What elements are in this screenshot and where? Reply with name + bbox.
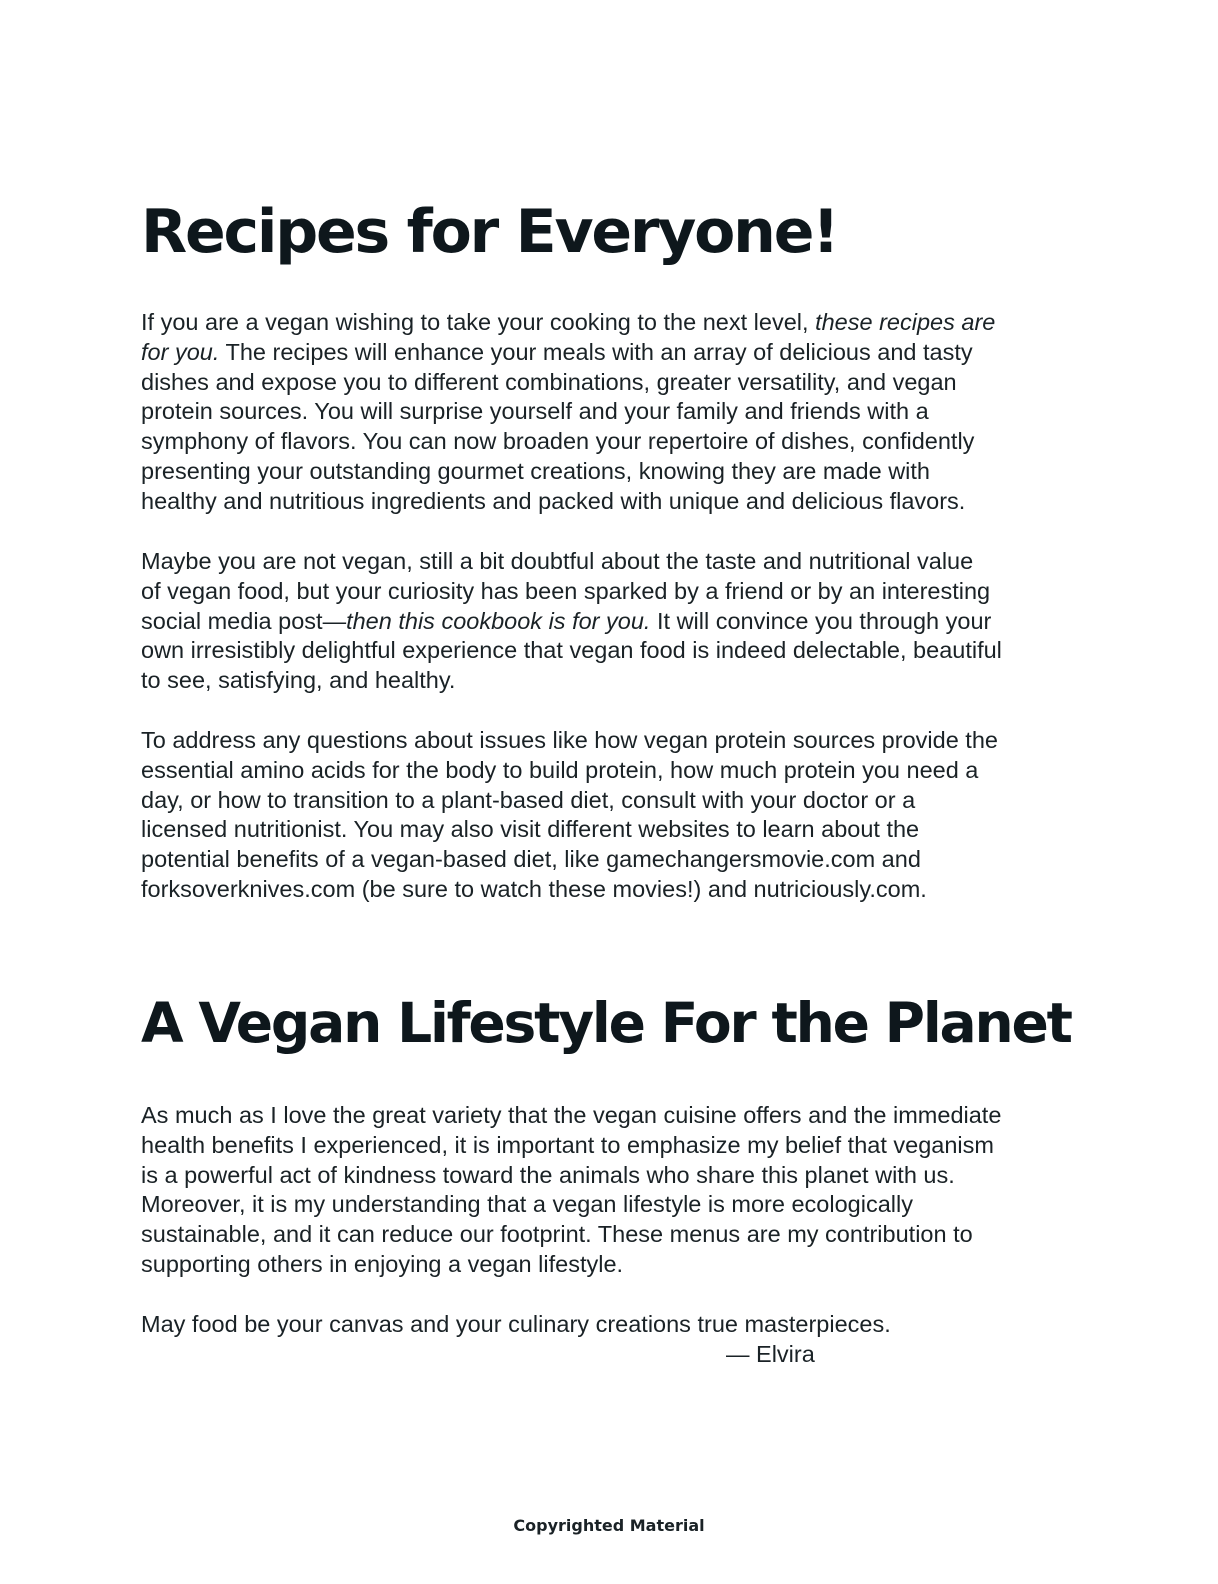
- footer-copyright: Copyrighted Material: [513, 1516, 705, 1535]
- paragraph-line: day, or how to transition to a plant-based diet, consult with your doctor or a: [141, 786, 916, 813]
- paragraph-line: supporting others in enjoying a vegan lifestyle.: [141, 1250, 624, 1277]
- text-run: It will convince you through your: [650, 607, 992, 634]
- text-run: The recipes will enhance your meals with an array of delicious and tasty: [219, 338, 973, 365]
- paragraph-line: potential benefits of a vegan-based diet, like gamechangersmovie.com and: [141, 846, 921, 873]
- paragraph-line: essential amino acids for the body to build protein, how much protein you need a: [141, 756, 979, 783]
- paragraph-line: sustainable, and it can reduce our footprint. These menus are my contribution to: [141, 1221, 973, 1248]
- paragraph-line: forksoverknives.com (be sure to watch these movies!) and nutriciously.com.: [141, 875, 927, 902]
- heading-vegan-lifestyle: A Vegan Lifestyle For the Planet: [141, 991, 1071, 1055]
- text-run: If you are a vegan wishing to take your cooking to the next level,: [141, 309, 816, 335]
- paragraph-line: To address any questions about issues like how vegan protein sources provide the: [141, 727, 998, 753]
- italic-text-run: then this cookbook is for you.: [346, 607, 651, 634]
- paragraph-line: healthy and nutritious ingredients and packed with unique and delicious flavors.: [141, 487, 966, 514]
- paragraph-line: As much as I love the great variety that the vegan cuisine offers and the immediate: [141, 1102, 1002, 1128]
- text-run: social media post—: [141, 607, 347, 634]
- closing-paragraph: [141, 1310, 1081, 1340]
- paragraph-line: symphony of flavors. You can now broaden your repertoire of dishes, confidently: [141, 428, 975, 455]
- paragraph-lifestyle: [141, 1101, 1081, 1280]
- paragraph-intro: [141, 308, 1081, 517]
- paragraph-line: [141, 338, 1081, 368]
- paragraph-resources: [141, 726, 1081, 905]
- paragraph-line: dishes and expose you to different combinations, greater versatility, and vegan: [141, 368, 957, 395]
- paragraph-line: is a powerful act of kindness toward the animals who share this planet with us.: [141, 1161, 955, 1188]
- heading-recipes-for-everyone: Recipes for Everyone!: [141, 197, 838, 267]
- paragraph-line: presenting your outstanding gourmet creations, knowing they are made with: [141, 457, 931, 484]
- signature: — Elvira: [726, 1341, 815, 1367]
- paragraph-line: [141, 607, 1081, 637]
- italic-text-run: for you.: [141, 338, 220, 365]
- paragraph-line: protein sources. You will surprise yourself and your family and friends with a: [141, 398, 929, 425]
- paragraph-line: of vegan food, but your curiosity has been sparked by a friend or by an interesting: [141, 577, 991, 604]
- paragraph-line: own irresistibly delightful experience that vegan food is indeed delectable, beautiful: [141, 637, 1002, 664]
- paragraph-line: Moreover, it is my understanding that a vegan lifestyle is more ecologically: [141, 1191, 913, 1218]
- paragraph-line: to see, satisfying, and healthy.: [141, 667, 456, 694]
- paragraph-line: [141, 308, 1081, 338]
- paragraph-line: health benefits I experienced, it is important to emphasize my belief that veganism: [141, 1131, 994, 1158]
- paragraph-line: Maybe you are not vegan, still a bit doubtful about the taste and nutritional value: [141, 548, 974, 574]
- closing-line: May food be your canvas and your culinary creations true masterpieces.: [141, 1311, 891, 1337]
- paragraph-not-vegan: [141, 547, 1081, 696]
- italic-text-run: these recipes are: [815, 309, 996, 335]
- paragraph-line: licensed nutritionist. You may also visit different websites to learn about the: [141, 816, 920, 843]
